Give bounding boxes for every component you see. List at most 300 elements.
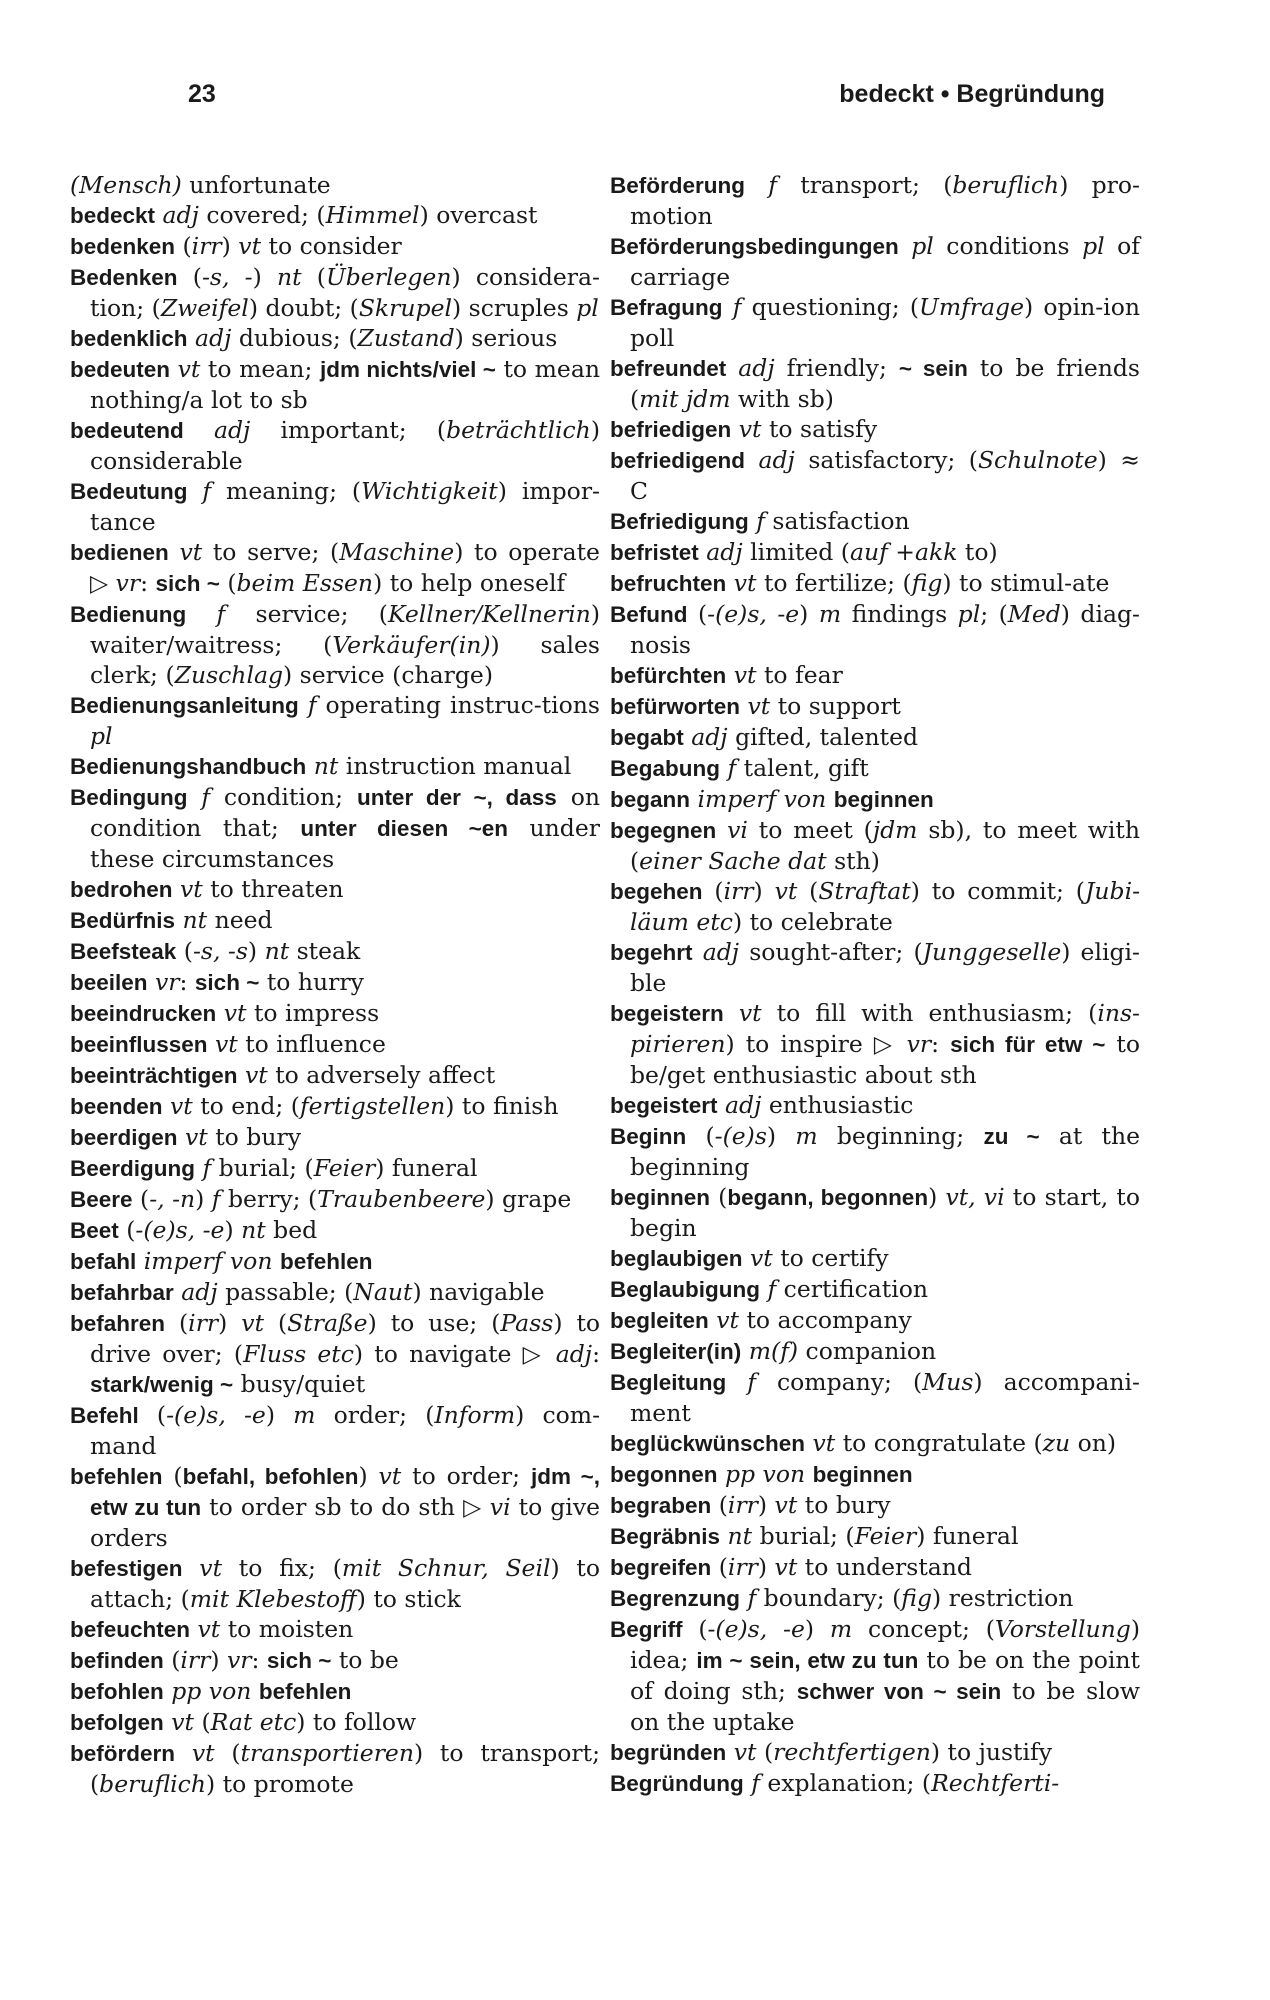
dictionary-entry: [70, 1676, 600, 1707]
entry-label: Mus: [922, 1368, 974, 1396]
entry-text: to mean;: [200, 355, 320, 383]
dictionary-entry: [610, 1305, 1140, 1336]
entry-text: ) to help oneself: [373, 569, 566, 597]
entry-label: vt: [774, 1491, 798, 1519]
dictionary-entry: [610, 1182, 1140, 1243]
entry-text: [805, 1429, 812, 1457]
entry-text: to congratulate (: [835, 1429, 1043, 1457]
entry-text: [186, 600, 216, 628]
dictionary-entry: [70, 1184, 600, 1215]
entry-text: [183, 1554, 200, 1582]
entry-headword: befriedigend: [610, 448, 746, 473]
entry-headword: sich ~: [194, 970, 260, 995]
dictionary-entry: [610, 1336, 1140, 1367]
entry-label: adj: [725, 1091, 762, 1119]
entry-text: (: [711, 1553, 728, 1581]
entry-label: -s, -s: [192, 937, 248, 965]
entry-headword: begann: [610, 787, 691, 812]
entry-label: vt: [774, 1553, 798, 1581]
entry-text: [718, 1091, 725, 1119]
entry-text: ) service (charge): [283, 661, 494, 689]
dictionary-entry: [610, 568, 1140, 599]
entry-label: vt: [738, 415, 762, 443]
entry-headword: jdm nichts/viel ~: [319, 357, 496, 382]
entry-label: m: [795, 1122, 818, 1150]
entry-text: [188, 477, 203, 505]
entry-label: adj: [702, 938, 740, 966]
entry-headword: bedrohen: [70, 877, 173, 902]
entry-text: meaning; (: [211, 477, 362, 505]
dictionary-entry: [610, 753, 1140, 784]
entry-text: ) to drive over; (: [90, 1309, 601, 1368]
entry-label: vr: [155, 968, 180, 996]
entry-label: f: [756, 507, 765, 535]
dictionary-entry: [610, 1243, 1140, 1274]
entry-text: [716, 816, 727, 844]
entry-headword: jdm ~, etw zu tun: [90, 1464, 600, 1520]
dictionary-entry: [610, 1090, 1140, 1121]
entry-text: (: [686, 1122, 715, 1150]
entry-text: on condition that;: [90, 783, 600, 842]
entry-text: covered; (: [198, 201, 326, 229]
left-column: [70, 170, 600, 1799]
entry-label: transportieren: [240, 1739, 414, 1767]
dictionary-entry: [610, 1737, 1140, 1768]
entry-headword: bedeuten: [70, 357, 171, 382]
entry-text: unfortunate: [181, 171, 331, 199]
entry-label: adj: [555, 1340, 593, 1368]
entry-label: Schulnote: [977, 446, 1098, 474]
entry-headword: Bedienung: [70, 602, 187, 627]
entry-label: vt: [245, 1061, 268, 1089]
dictionary-entry: [70, 936, 600, 967]
entry-text: ) funeral: [375, 1154, 478, 1182]
entry-text: ): [195, 1185, 212, 1213]
entry-label: f: [211, 1185, 221, 1213]
entry-headword: beerdigen: [70, 1125, 178, 1150]
entry-label: Vorstellung: [994, 1615, 1131, 1643]
entry-label: vi: [727, 816, 748, 844]
dictionary-entry: [70, 1215, 600, 1246]
entry-text: ): [757, 1553, 775, 1581]
entry-text: [805, 1460, 812, 1488]
entry-text: ): [804, 1615, 830, 1643]
entry-text: ): [766, 1122, 796, 1150]
entry-text: with sb): [730, 385, 834, 413]
dictionary-entry: [610, 1121, 1140, 1182]
entry-label: f: [307, 691, 317, 719]
dictionary-entry: [70, 1153, 600, 1184]
entry-text: berry; (: [220, 1185, 318, 1213]
entry-label: f: [732, 293, 742, 321]
entry-label: pp von: [724, 1460, 806, 1488]
dictionary-entry: [70, 874, 600, 905]
entry-headword: beeindrucken: [70, 1001, 217, 1026]
dictionary-entry: [70, 1122, 600, 1153]
entry-text: ): [224, 1216, 242, 1244]
entry-text: (: [118, 1216, 136, 1244]
dictionary-entry: [70, 1091, 600, 1122]
entry-headword: Beere: [70, 1187, 133, 1212]
dictionary-entry: [70, 1645, 600, 1676]
dictionary-entry: [610, 1768, 1140, 1799]
entry-label: beruflich: [99, 1770, 206, 1798]
entry-headword: sich ~: [266, 1648, 332, 1673]
entry-headword: Begründung: [610, 1771, 744, 1796]
dictionary-entry: [610, 1552, 1140, 1583]
entry-text: to order sb to do sth ▷: [201, 1493, 490, 1521]
entry-headword: begabt: [610, 725, 684, 750]
entry-text: dubious; (: [231, 324, 358, 352]
entry-text: ) restriction: [931, 1584, 1074, 1612]
entry-text: ) navigable: [412, 1278, 545, 1306]
entry-text: under these circumstances: [90, 814, 600, 873]
entry-text: (: [711, 1491, 728, 1519]
entry-headword: beginnen: [610, 1185, 710, 1210]
entry-headword: sich für etw ~: [950, 1032, 1106, 1057]
entry-headword: befahren: [70, 1311, 166, 1336]
entry-label: beträchtlich: [446, 416, 591, 444]
entry-label: vt: [733, 569, 757, 597]
entry-label: vt: [716, 1306, 739, 1334]
entry-text: [745, 446, 758, 474]
entry-text: ) to justify: [930, 1738, 1052, 1766]
entry-headword: Beerdigung: [70, 1156, 196, 1181]
entry-label: pl: [957, 600, 981, 628]
entry-label: f: [216, 600, 226, 628]
entry-text: concept; (: [852, 1615, 995, 1643]
dictionary-entry: [70, 170, 600, 200]
entry-label: vr: [227, 1646, 252, 1674]
entry-label: mit jdm: [639, 385, 731, 413]
entry-headword: beeinflussen: [70, 1032, 208, 1057]
entry-text: [299, 691, 308, 719]
entry-text: ) considera-tion; (: [90, 263, 600, 322]
entry-label: f: [747, 1368, 756, 1396]
entry-text: to be on the point of doing sth;: [630, 1646, 1140, 1705]
entry-text: to satisfy: [761, 415, 878, 443]
entry-text: ): [757, 1491, 775, 1519]
entry-headword: beglückwünschen: [610, 1431, 806, 1456]
dictionary-entry: [610, 1274, 1140, 1305]
entry-label: Rechtferti-: [931, 1769, 1060, 1797]
entry-label: irr: [191, 232, 222, 260]
entry-text: [726, 569, 733, 597]
entry-text: to): [957, 538, 998, 566]
entry-label: (Mensch): [70, 171, 182, 199]
dictionary-entry: [70, 323, 600, 354]
entry-headword: Befund: [610, 602, 688, 627]
entry-text: :: [179, 968, 195, 996]
entry-headword: befeuchten: [70, 1617, 191, 1642]
entry-label: fig: [901, 1584, 932, 1612]
entry-text: (: [176, 937, 193, 965]
entry-text: [693, 938, 703, 966]
entry-text: to order;: [401, 1462, 531, 1490]
entry-label: Naut: [353, 1278, 413, 1306]
entry-headword: begegnen: [610, 818, 717, 843]
entry-text: satisfactory; (: [794, 446, 978, 474]
entry-text: passable; (: [217, 1278, 354, 1306]
entry-text: to fertilize; (: [756, 569, 912, 597]
entry-label: Straftat: [818, 877, 911, 905]
entry-text: to threaten: [202, 875, 344, 903]
dictionary-entry: [70, 1060, 600, 1091]
entry-label: nt: [182, 906, 208, 934]
entry-text: ): [221, 232, 239, 260]
entry-label: Skrupel: [358, 294, 453, 322]
entry-headword: Beet: [70, 1218, 119, 1243]
entry-text: [175, 906, 182, 934]
entry-text: to bury: [797, 1491, 891, 1519]
entry-label: nt: [727, 1522, 753, 1550]
entry-label: nt: [264, 937, 290, 965]
entry-text: to bury: [207, 1123, 301, 1151]
entry-text: [188, 324, 195, 352]
entry-text: [726, 354, 738, 382]
entry-label: vt: [812, 1429, 836, 1457]
entry-text: to be friends (: [630, 354, 1140, 413]
entry-text: ) sales clerk; (: [90, 631, 600, 689]
entry-text: ) to commit; (: [910, 877, 1085, 905]
entry-label: Zustand: [357, 324, 455, 352]
entry-text: [178, 1123, 185, 1151]
entry-headword: befahl: [70, 1249, 137, 1274]
entry-label: Maschine: [339, 538, 455, 566]
entry-label: f: [201, 783, 211, 811]
entry-text: gifted, talented: [727, 723, 919, 751]
entry-text: transport; (: [776, 171, 953, 199]
entry-headword: befinden: [70, 1648, 164, 1673]
entry-label: auf +akk: [849, 538, 958, 566]
entry-label: -, -n: [149, 1185, 196, 1213]
entry-text: order; (: [315, 1401, 435, 1429]
dictionary-entry: [70, 200, 600, 231]
entry-text: (: [175, 232, 192, 260]
entry-headword: beginnen: [812, 1462, 913, 1487]
entry-text: to influence: [237, 1030, 386, 1058]
entry-label: Verkäufer(in): [332, 631, 491, 659]
entry-label: einer Sache dat: [639, 847, 827, 875]
entry-text: [726, 1738, 733, 1766]
dictionary-entry: [610, 1490, 1140, 1521]
entry-text: ): [928, 1183, 946, 1211]
entry-label: Umfrage: [919, 293, 1025, 321]
entry-headword: befehlen: [70, 1464, 163, 1489]
entry-label: fig: [911, 569, 943, 597]
entry-label: zu: [1042, 1429, 1071, 1457]
dictionary-entry: [610, 1583, 1140, 1614]
entry-label: Feier: [313, 1154, 376, 1182]
entry-text: ): [218, 1309, 242, 1337]
entry-text: certification: [776, 1275, 929, 1303]
entry-label: vt: [241, 1309, 265, 1337]
entry-headword: Bedenken: [70, 265, 178, 290]
entry-text: to hurry: [259, 968, 364, 996]
entry-headword: begreifen: [610, 1555, 712, 1580]
entry-text: need: [207, 906, 273, 934]
entry-text: ) funeral: [916, 1522, 1019, 1550]
entry-text: limited (: [742, 538, 850, 566]
entry-headword: Bedürfnis: [70, 908, 176, 933]
entry-headword: bedenklich: [70, 326, 188, 351]
entry-text: satisfaction: [764, 507, 910, 535]
entry-text: [195, 1154, 202, 1182]
entry-headword: befriedigen: [610, 417, 732, 442]
entry-label: beim Essen: [236, 569, 374, 597]
entry-label: vt: [179, 538, 203, 566]
entry-label: Feier: [854, 1522, 917, 1550]
dictionary-entry: [610, 876, 1140, 937]
entry-label: irr: [180, 1646, 211, 1674]
entry-headword: bedeutend: [70, 418, 184, 443]
entry-label: vt: [238, 232, 262, 260]
entry-text: [175, 1739, 192, 1767]
entry-label: -(e)s, -e: [135, 1216, 225, 1244]
entry-label: -s, -: [201, 263, 253, 291]
entry-text: ): [358, 1462, 379, 1490]
entry-label: vt: [185, 1123, 208, 1151]
entry-label: jdm: [872, 816, 918, 844]
entry-text: [187, 783, 201, 811]
entry-text: :: [140, 569, 156, 597]
entry-headword: im ~ sein, etw zu tun: [696, 1648, 919, 1673]
entry-label: adj: [758, 446, 795, 474]
dictionary-entry: [610, 937, 1140, 998]
dictionary-entry: [70, 1707, 600, 1738]
entry-headword: Befragung: [610, 295, 723, 320]
entry-headword: bedeckt: [70, 203, 156, 228]
dictionary-entry: [70, 905, 600, 936]
entry-text: important; (: [250, 416, 447, 444]
entry-label: Pass: [500, 1309, 554, 1337]
entry-label: -(e)s, -e: [166, 1401, 266, 1429]
entry-label: Traubenbeere: [317, 1185, 486, 1213]
entry-label: pl: [1082, 232, 1105, 260]
entry-headword: befolgen: [70, 1710, 164, 1735]
entry-text: ) to celebrate: [732, 908, 893, 936]
entry-text: friendly;: [774, 354, 899, 382]
dictionary-entry: [610, 784, 1140, 815]
entry-label: Himmel: [325, 201, 420, 229]
entry-text: ) scruples: [452, 294, 577, 322]
entry-text: to impress: [246, 999, 380, 1027]
entry-label: vt: [223, 999, 247, 1027]
dictionary-entry: [70, 476, 600, 537]
running-head: bedeckt • Begründung: [839, 80, 1105, 108]
dictionary-entry: [610, 599, 1140, 660]
entry-text: (: [193, 1708, 211, 1736]
entry-text: ) accompani-ment: [630, 1368, 1140, 1427]
dictionary-entry: [610, 1614, 1140, 1737]
entry-text: sought-after; (: [739, 938, 923, 966]
entry-text: ) eligi-ble: [630, 938, 1140, 997]
entry-headword: begonnen: [610, 1462, 718, 1487]
entry-text: [731, 415, 738, 443]
entry-label: imperf von: [143, 1247, 273, 1275]
entry-text: to fear: [756, 661, 843, 689]
entry-headword: begeistert: [610, 1093, 718, 1118]
entry-label: pp von: [171, 1677, 252, 1705]
entry-label: vt: [750, 1244, 773, 1272]
entry-label: pl: [911, 232, 934, 260]
entry-headword: befehlen: [279, 1249, 373, 1274]
entry-text: instruction manual: [338, 752, 572, 780]
entry-text: burial; (: [752, 1522, 855, 1550]
entry-text: :: [251, 1646, 267, 1674]
entry-label: vt, vi: [945, 1183, 1005, 1211]
entry-label: vt: [733, 661, 757, 689]
entry-text: [190, 1615, 197, 1643]
entry-headword: Bedeutung: [70, 479, 188, 504]
entry-text: findings: [841, 600, 958, 628]
entry-headword: zu ~: [983, 1124, 1040, 1149]
entry-text: talent, gift: [736, 754, 869, 782]
entry-headword: befestigen: [70, 1556, 183, 1581]
entry-text: [899, 232, 912, 260]
entry-text: companion: [798, 1337, 937, 1365]
entry-label: m: [293, 1401, 316, 1429]
entry-text: [155, 201, 162, 229]
entry-text: (: [177, 263, 202, 291]
dictionary-entry: [610, 414, 1140, 445]
entry-text: ) opin-ion poll: [630, 293, 1140, 352]
entry-text: [690, 785, 697, 813]
entry-label: Med: [1007, 600, 1061, 628]
entry-text: to certify: [772, 1244, 889, 1272]
entry-text: to fill with enthusiasm; (: [761, 999, 1098, 1027]
entry-text: ) waiter/waitress; (: [90, 600, 600, 659]
entry-text: to moisten: [220, 1615, 354, 1643]
entry-text: [745, 171, 768, 199]
dictionary-entry: [610, 506, 1140, 537]
entry-text: [826, 785, 833, 813]
entry-text: [272, 1247, 279, 1275]
entry-headword: Begleiter(in): [610, 1339, 742, 1364]
entry-text: burial; (: [211, 1154, 314, 1182]
entry-text: questioning; (: [741, 293, 920, 321]
entry-headword: Begleitung: [610, 1370, 727, 1395]
entry-headword: Befriedigung: [610, 509, 749, 534]
entry-text: of carriage: [630, 232, 1140, 291]
entry-text: (: [132, 1185, 150, 1213]
entry-text: [216, 999, 223, 1027]
entry-label: irr: [723, 877, 754, 905]
entry-headword: Begriff: [610, 1617, 683, 1642]
entry-text: to understand: [797, 1553, 972, 1581]
entry-label: vt: [215, 1030, 238, 1058]
entry-label: vt: [180, 875, 203, 903]
entry-text: to fix; (: [222, 1554, 342, 1582]
dictionary-entry: [610, 231, 1140, 292]
entry-text: ) to inspire ▷: [725, 1030, 907, 1058]
entry-headword: bedenken: [70, 234, 176, 259]
entry-label: nt: [313, 752, 339, 780]
entry-text: company; (: [755, 1368, 923, 1396]
entry-text: to be: [331, 1646, 399, 1674]
entry-headword: befohlen: [70, 1679, 164, 1704]
entry-text: (: [756, 1738, 774, 1766]
page-number: 23: [188, 80, 216, 108]
dictionary-entry: [610, 537, 1140, 568]
entry-headword: Beglaubigung: [610, 1277, 760, 1302]
entry-text: ) to promote: [205, 1770, 354, 1798]
dictionary-entry: [610, 660, 1140, 691]
entry-text: (: [162, 1462, 183, 1490]
dictionary-entry: [70, 782, 600, 874]
entry-label: f: [768, 171, 777, 199]
dictionary-entry: [70, 1614, 600, 1645]
